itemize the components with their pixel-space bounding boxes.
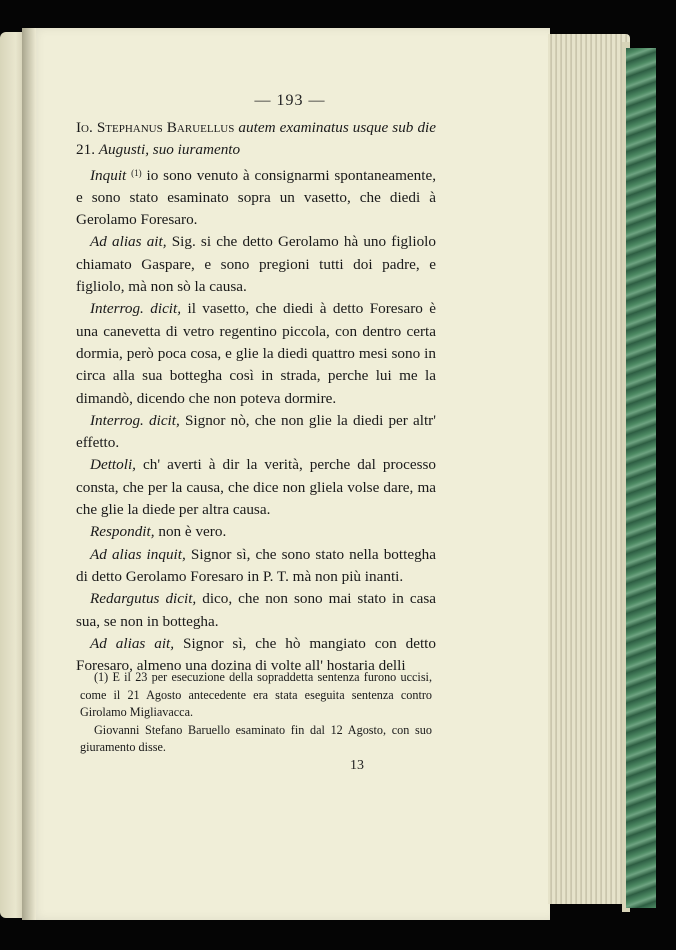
paragraph bbox=[76, 298, 436, 409]
paragraph-text: io sono venuto à consignarmi spontaneamente, e sono stato esaminato sopra un vasetto, che diedi à Gerolamo Foresaro. bbox=[76, 166, 437, 229]
paragraph-text: Signor sì, che hò mangiato con detto Foresaro, almeno una dozina di volte all' hostaria delli bbox=[76, 634, 436, 675]
paragraph bbox=[76, 588, 436, 633]
paragraph-lead: Interrog. dicit, bbox=[90, 300, 182, 318]
footnote: (1) E il 23 per esecuzione della sopraddetta sentenza furono uccisi, come il 21 Agosto antecedente era stata eseguita sentenza contro Girolamo Migliavacca. bbox=[80, 670, 432, 720]
marbled-cover bbox=[626, 48, 656, 908]
paragraph-lead: Ad alias ait, bbox=[90, 233, 167, 251]
paragraph bbox=[76, 410, 436, 455]
paragraph-text: non è vero. bbox=[158, 523, 227, 541]
paragraph-lead: Respondit, bbox=[90, 523, 155, 541]
paragraph-lead: Ad alias ait, bbox=[90, 634, 175, 652]
footnote-ref: (1) bbox=[131, 167, 142, 178]
paragraph-lead: Dettoli, bbox=[90, 456, 136, 474]
paragraph bbox=[76, 521, 436, 543]
paragraph-lead: Inquit bbox=[90, 166, 127, 184]
heading-day: 21. bbox=[76, 141, 95, 159]
paragraph bbox=[76, 544, 436, 589]
page-edges bbox=[548, 34, 630, 904]
paragraph-text: il vasetto, che diedi à detto Foresaro è una canevetta di vetro regentino piccola, con dentro certa dormia, però poca cosa, e glie la diedi quattro mesi sono in circa alla sua bottegha così in strada, perche lui me la dimandò, dicendo che non poteva dormire. bbox=[76, 300, 436, 407]
footnotes bbox=[80, 669, 432, 757]
heading-italic: autem examinatus usque bbox=[238, 119, 389, 136]
paragraph bbox=[76, 454, 436, 521]
paragraph bbox=[76, 231, 436, 298]
book-gutter bbox=[22, 28, 36, 920]
paragraph-text: Signor nò, che non glie la diedi per altr' effetto. bbox=[76, 411, 436, 452]
witness-name: Io. Stephanus Baruellus bbox=[76, 119, 235, 136]
paragraph-text: dico, che non sono mai stato in casa sua, se non in bottegha. bbox=[76, 590, 436, 630]
heading-italic-2: sub die bbox=[392, 119, 436, 136]
page-number: — 193 — bbox=[254, 92, 326, 109]
paragraph-lead: Interrog. dicit, bbox=[90, 411, 180, 429]
heading-italic-3: Augusti, suo iuramento bbox=[98, 141, 241, 159]
heading-line bbox=[76, 117, 436, 162]
paragraph-text: Signor sì, che sono stato nella bottegha di detto Gerolamo Foresaro in P. T. mà non più inanti. bbox=[76, 545, 436, 585]
footnote: Giovanni Stefano Baruello esaminato fin dal 12 Agosto, con suo giuramento disse. bbox=[80, 722, 432, 755]
paragraph-lead: Ad alias inquit, bbox=[90, 545, 186, 563]
signature-mark: 13 bbox=[350, 758, 364, 773]
paragraph bbox=[76, 162, 436, 232]
paragraph-text: Sig. si che detto Gerolamo hà uno figliolo chiamato Gaspare, e sono pregioni tutti doi padre, e figliolo, mà non sò la causa. bbox=[76, 233, 436, 296]
body-text bbox=[76, 117, 436, 677]
paragraph-text: ch' averti à dir la verità, perche dal processo consta, che per la causa, che dice non gliela volse dare, ma che glie la diede per altra causa. bbox=[76, 456, 437, 519]
paragraph-lead: Redargutus dicit, bbox=[90, 590, 197, 608]
